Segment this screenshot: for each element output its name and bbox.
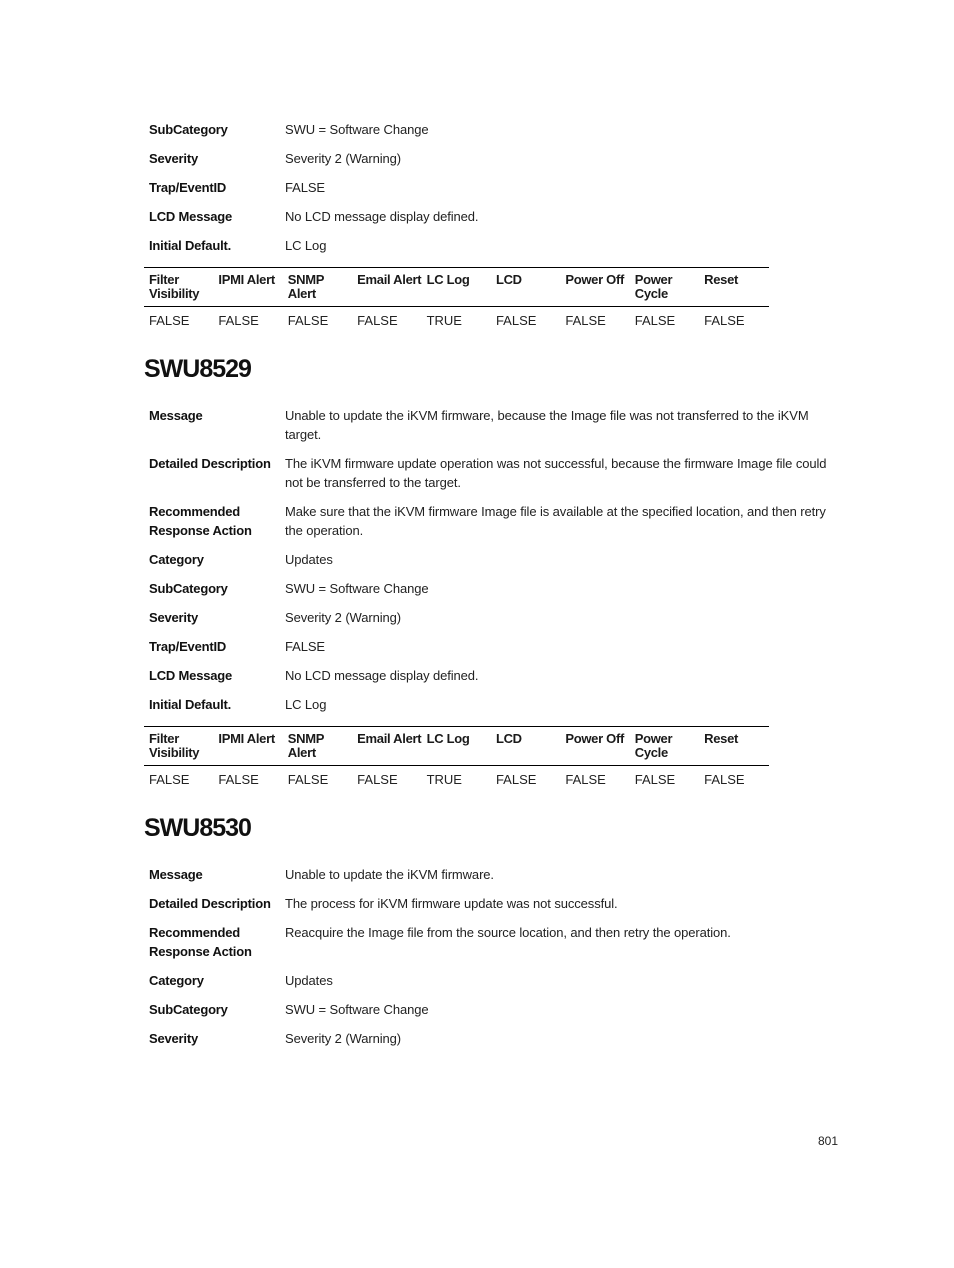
table-cell: FALSE <box>287 313 329 328</box>
kv-value: SWU = Software Change <box>285 1002 429 1017</box>
kv-key: Severity <box>149 1031 198 1046</box>
kv-row <box>149 406 839 444</box>
kv-row <box>149 454 839 492</box>
kv-key: Message <box>149 867 203 882</box>
kv-value: Updates <box>285 552 333 567</box>
kv-key: LCD Message <box>149 209 233 224</box>
kv-key: Message <box>149 408 203 423</box>
kv-key: Initial Default. <box>149 238 232 253</box>
kv-value: No LCD message display defined. <box>285 209 479 224</box>
kv-row <box>149 695 839 714</box>
column-header: Filter Visibility <box>149 272 200 301</box>
column-header: Email Alert <box>357 731 422 746</box>
column-header: Power Cycle <box>634 272 673 301</box>
kv-key: SubCategory <box>149 1002 228 1017</box>
filter-table <box>144 726 769 787</box>
kv-value: No LCD message display defined. <box>285 668 479 683</box>
kv-value: Severity 2 (Warning) <box>285 610 401 625</box>
column-header: LCD <box>495 272 522 287</box>
table-cell: TRUE <box>426 313 462 328</box>
kv-key: LCD Message <box>149 668 233 683</box>
kv-value: Reacquire the Image file from the source location, and then retry the operation. <box>285 925 731 940</box>
column-header: LC Log <box>426 731 470 746</box>
column-header: Filter Visibility <box>149 731 200 760</box>
kv-value: Make sure that the iKVM firmware Image file is available at the specified location, and then retry the operation. <box>285 504 826 538</box>
section-title: SWU8529 <box>144 355 251 383</box>
kv-value: Severity 2 (Warning) <box>285 151 401 166</box>
kv-row <box>149 608 839 627</box>
kv-block-swu8530 <box>149 865 839 1058</box>
kv-row <box>149 1000 839 1019</box>
kv-row <box>149 502 839 540</box>
kv-row <box>149 149 839 168</box>
kv-value: LC Log <box>285 238 327 253</box>
kv-value: FALSE <box>285 639 325 654</box>
kv-row <box>149 865 839 884</box>
table-cell: FALSE <box>565 772 606 787</box>
kv-key: Detailed Description <box>149 456 271 471</box>
table-cell: FALSE <box>218 313 259 328</box>
table-cell: FALSE <box>149 313 190 328</box>
column-header: Power Off <box>565 272 625 287</box>
kv-value: FALSE <box>285 180 325 195</box>
kv-row <box>149 1029 839 1048</box>
kv-value: Updates <box>285 973 333 988</box>
table-cell: FALSE <box>357 313 398 328</box>
kv-row <box>149 666 839 685</box>
column-header: Reset <box>704 272 739 287</box>
column-header: Power Off <box>565 731 625 746</box>
column-header: IPMI Alert <box>218 731 275 746</box>
kv-row <box>149 120 839 139</box>
column-header: Email Alert <box>357 272 422 287</box>
table-cell: FALSE <box>634 313 676 328</box>
table-cell: FALSE <box>565 313 606 328</box>
kv-block-swu8529 <box>149 406 839 724</box>
kv-row <box>149 637 839 656</box>
column-header: SNMP Alert <box>287 272 324 301</box>
kv-row <box>149 894 839 913</box>
table-cell: FALSE <box>704 313 745 328</box>
column-header: LC Log <box>426 272 470 287</box>
kv-key: Severity <box>149 151 198 166</box>
kv-value: SWU = Software Change <box>285 581 429 596</box>
kv-value: SWU = Software Change <box>285 122 429 137</box>
filter-table-header <box>144 726 769 766</box>
column-header: Power Cycle <box>634 731 673 760</box>
page-number: 801 <box>818 1134 839 1148</box>
kv-value: Severity 2 (Warning) <box>285 1031 401 1046</box>
filter-table <box>144 267 769 328</box>
kv-value: Unable to update the iKVM firmware. <box>285 867 494 882</box>
kv-value: The iKVM firmware update operation was not successful, because the firmware Image file could not be transferred to the target. <box>285 456 827 490</box>
table-cell: FALSE <box>495 313 537 328</box>
kv-row <box>149 971 839 990</box>
table-cell: FALSE <box>495 772 537 787</box>
kv-row <box>149 550 839 569</box>
kv-key: Recommended Response Action <box>149 925 252 959</box>
kv-value: Unable to update the iKVM firmware, because the Image file was not transferred to the iKVM target. <box>285 408 809 442</box>
kv-value: The process for iKVM firmware update was not successful. <box>285 896 618 911</box>
kv-key: Category <box>149 552 204 567</box>
kv-block-continued <box>149 120 839 265</box>
kv-row <box>149 178 839 197</box>
table-cell: FALSE <box>149 772 190 787</box>
table-cell: FALSE <box>218 772 259 787</box>
kv-key: SubCategory <box>149 581 228 596</box>
kv-key: Detailed Description <box>149 896 271 911</box>
table-cell: FALSE <box>634 772 676 787</box>
column-header: LCD <box>495 731 522 746</box>
kv-key: Recommended Response Action <box>149 504 252 538</box>
table-row <box>144 766 769 787</box>
kv-value: LC Log <box>285 697 327 712</box>
kv-key: Severity <box>149 610 198 625</box>
section-title: SWU8530 <box>144 814 251 842</box>
kv-row <box>149 236 839 255</box>
kv-row <box>149 207 839 226</box>
table-cell: FALSE <box>357 772 398 787</box>
kv-key: Trap/EventID <box>149 639 227 654</box>
table-row <box>144 307 769 328</box>
kv-key: Trap/EventID <box>149 180 227 195</box>
column-header: SNMP Alert <box>287 731 324 760</box>
table-cell: FALSE <box>287 772 329 787</box>
column-header: Reset <box>704 731 739 746</box>
kv-key: SubCategory <box>149 122 228 137</box>
filter-table-header <box>144 267 769 307</box>
kv-key: Initial Default. <box>149 697 232 712</box>
kv-row <box>149 923 839 961</box>
kv-row <box>149 579 839 598</box>
column-header: IPMI Alert <box>218 272 275 287</box>
table-cell: TRUE <box>426 772 462 787</box>
table-cell: FALSE <box>704 772 745 787</box>
kv-key: Category <box>149 973 204 988</box>
